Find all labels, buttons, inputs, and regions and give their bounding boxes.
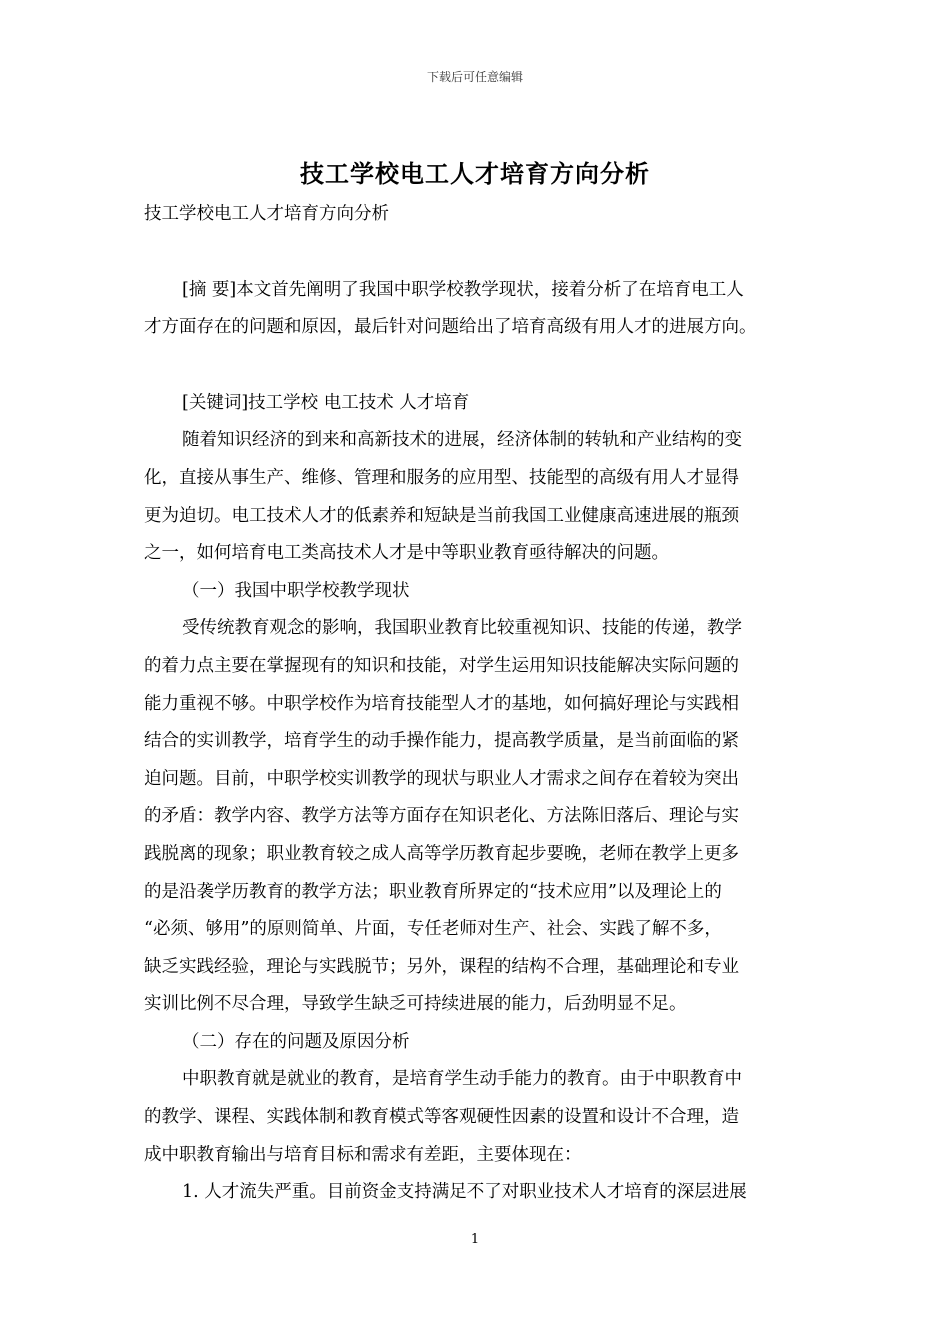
section-1-heading: （一）我国中职学校教学现状 [182, 580, 410, 601]
intro-line: 更为迫切。电工技术人才的低素养和短缺是当前我国工业健康高速进展的瓶颈 [144, 505, 739, 526]
spacer [144, 234, 809, 272]
page-header-note: 下载后可任意编辑 [426, 70, 523, 84]
section-1-line: 受传统教育观念的影响，我国职业教育比较重视知识、技能的传递，教学 [182, 618, 742, 639]
document-body [144, 196, 809, 1212]
intro-line: 化，直接从事生产、维修、管理和服务的应用型、技能型的高级有用人才显得 [144, 467, 739, 488]
section-1-line: 的是沿袭学历教育的教学方法；职业教育所界定的“技术应用”以及理论上的 [144, 881, 722, 902]
section-2-heading: （二）存在的问题及原因分析 [182, 1031, 410, 1052]
section-1-line: 结合的实训教学，培育学生的动手操作能力，提高教学质量，是当前面临的紧 [144, 731, 739, 752]
section-1-line: 践脱离的现象；职业教育较之成人高等学历教育起步要晚，老师在教学上更多 [144, 843, 739, 864]
section-2-line: 的教学、课程、实践体制和教育模式等客观硬性因素的设置和设计不合理，造 [144, 1107, 739, 1128]
section-1-line: 的矛盾：教学内容、教学方法等方面存在知识老化、方法陈旧落后、理论与实 [144, 806, 739, 827]
section-1-line: “必须、够用”的原则简单、片面，专任老师对生产、社会、实践了解不多， [144, 919, 722, 940]
section-2-line: 成中职教育输出与培育目标和需求有差距，主要体现在： [144, 1144, 582, 1165]
spacer [144, 347, 809, 385]
section-2-list-item: 1. 人才流失严重。目前资金支持满足不了对职业技术人才培育的深层进展 [182, 1182, 747, 1203]
section-1-line: 迫问题。目前，中职学校实训教学的现状与职业人才需求之间存在着较为突出 [144, 768, 739, 789]
intro-line: 随着知识经济的到来和高新技术的进展，经济体制的转轨和产业结构的变 [182, 430, 742, 451]
abstract-line-2: 才方面存在的问题和原因，最后针对问题给出了培育高级有用人才的进展方向。 [144, 317, 757, 338]
section-1-line: 的着力点主要在掌握现有的知识和技能，对学生运用知识技能解决实际问题的 [144, 655, 739, 676]
page-number: 1 [470, 1232, 480, 1247]
abstract-line-1: [摘 要]本文首先阐明了我国中职学校教学现状，接着分析了在培育电工人 [182, 279, 744, 300]
section-1-line: 实训比例不尽合理，导致学生缺乏可持续进展的能力，后劲明显不足。 [144, 994, 687, 1015]
intro-line: 之一，如何培育电工类高技术人才是中等职业教育亟待解决的问题。 [144, 543, 669, 564]
document-title: 技工学校电工人才培育方向分析 [300, 159, 650, 188]
section-2-line: 中职教育就是就业的教育，是培育学生动手能力的教育。由于中职教育中 [182, 1069, 742, 1090]
section-1-line: 缺乏实践经验，理论与实践脱节；另外，课程的结构不合理，基础理论和专业 [144, 956, 739, 977]
section-1-line: 能力重视不够。中职学校作为培育技能型人才的基地，如何搞好理论与实践相 [144, 693, 739, 714]
subtitle-line: 技工学校电工人才培育方向分析 [144, 204, 389, 224]
keywords-line: [关键词]技工学校 电工技术 人才培育 [182, 392, 470, 413]
